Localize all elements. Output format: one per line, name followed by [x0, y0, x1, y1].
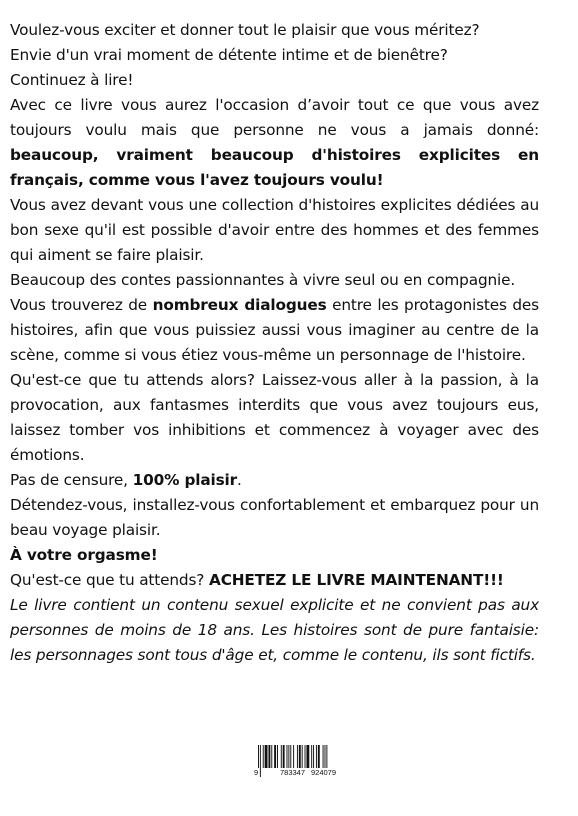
relax-paragraph: Détendez-vous, installez-vous confortablement et embarquez pour un beau voyage plaisir.: [10, 496, 539, 539]
dialogues-paragraph: [10, 293, 539, 368]
dialogues-highlight: nombreux dialogues: [152, 296, 327, 314]
buy-now-highlight: ACHETEZ LE LIVRE MAINTENANT!!!: [209, 571, 504, 589]
book-offer-highlight: beaucoup, vraiment beaucoup d'histoires explicites en français, comme vous l'avez toujours voulu!: [10, 146, 539, 189]
continue-reading: Continuez à lire!: [10, 71, 134, 89]
passion-paragraph: Qu'est-ce que tu attends alors? Laissez-vous aller à la passion, à la provocation, aux fantasmes interdits que vous avez toujours eus, laissez tomber vos inhibitions et commencez à voyager avec des émotions.: [10, 371, 539, 464]
dialogues-text-start: Vous trouverez de: [10, 296, 153, 314]
stories-paragraph: Beaucoup des contes passionnantes à vivre seul ou en compagnie.: [10, 271, 516, 289]
barcode-group-left: 783347: [280, 768, 306, 777]
pleasure-highlight: 100% plaisir: [132, 471, 238, 489]
orgasm-highlight: À votre orgasme!: [10, 546, 158, 564]
buy-now-question: Qu'est-ce que tu attends?: [10, 571, 209, 589]
isbn-barcode: [253, 745, 353, 779]
disclaimer-paragraph: Le livre contient un contenu sexuel explicite et ne convient pas aux personnes de moins de 18 ans. Les histoires sont de pure fantaisie: les personnages sont tous d'âge et, comme le contenu, ils sont fictifs.: [10, 596, 539, 664]
intro-question: Voulez-vous exciter et donner tout le plaisir que vous méritez?: [10, 21, 480, 39]
orgasm-line: [10, 543, 539, 568]
dialogues-text-end: entre les protagonistes des histoires, afin que vous puissiez aussi vous imaginer au centre de la scène, comme si vous étiez vous-même un personnage de l'histoire.: [10, 296, 539, 364]
no-censorship-period: .: [237, 471, 242, 489]
book-offer-text: Avec ce livre vous aurez l'occasion d’avoir tout ce que vous avez toujours voulu mais que personne ne vous a jamais donné:: [10, 96, 539, 139]
buy-now-paragraph: [10, 568, 539, 593]
relaxation-question: Envie d'un vrai moment de détente intime et de bienêtre?: [10, 46, 448, 64]
barcode-digit-first: 9: [254, 768, 259, 777]
back-cover-text: [10, 18, 539, 668]
collection-paragraph: Vous avez devant vous une collection d'histoires explicites dédiées au bon sexe qu'il est possible d'avoir entre des hommes et des femmes qui aiment se faire plaisir.: [10, 196, 539, 264]
book-offer-paragraph: [10, 93, 539, 193]
no-censorship-paragraph: [10, 468, 539, 493]
no-censorship-text: Pas de censure,: [10, 471, 133, 489]
barcode-group-right: 924079: [311, 768, 337, 777]
